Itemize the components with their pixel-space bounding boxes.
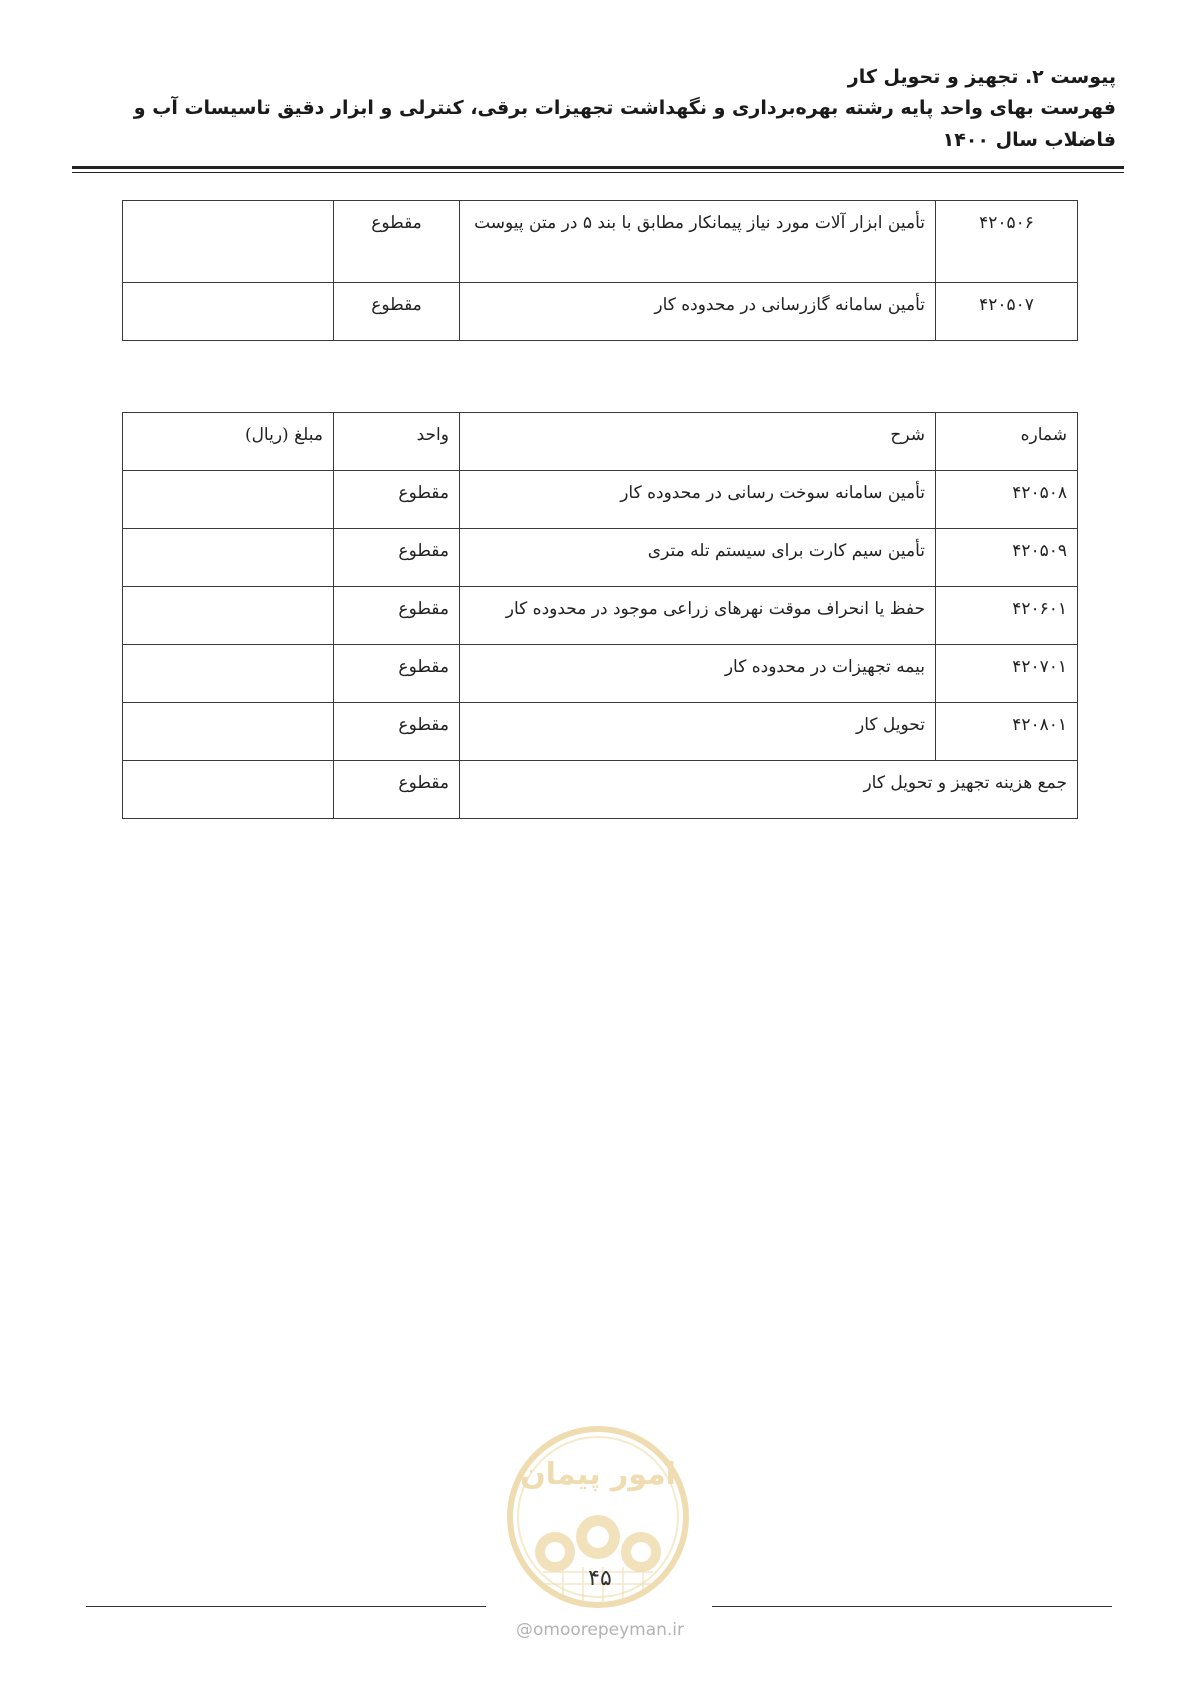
appendix-title: پیوست ۲. تجهیز و تحویل کار xyxy=(847,66,1116,88)
total-unit: مقطوع xyxy=(334,761,460,819)
item-unit: مقطوع xyxy=(334,703,460,761)
item-unit: مقطوع xyxy=(334,201,460,283)
item-amount xyxy=(123,587,334,645)
items-table xyxy=(122,412,1078,819)
items-table-continued xyxy=(122,200,1078,341)
item-code: ۴۲۰۶۰۱ xyxy=(936,587,1078,645)
item-description: بیمه تجهیزات در محدوده کار xyxy=(460,645,936,703)
header-description: شرح xyxy=(460,413,936,471)
item-unit: مقطوع xyxy=(334,283,460,341)
item-unit: مقطوع xyxy=(334,471,460,529)
table-row xyxy=(123,201,1078,283)
header-rule-thick xyxy=(72,166,1124,169)
header-rule-thin xyxy=(72,172,1124,173)
total-label: جمع هزینه تجهیز و تحویل کار xyxy=(460,761,1078,819)
item-amount xyxy=(123,703,334,761)
item-description: تأمین سیم کارت برای سیستم تله متری xyxy=(460,529,936,587)
header-unit: واحد xyxy=(334,413,460,471)
table-header-row xyxy=(123,413,1078,471)
item-unit: مقطوع xyxy=(334,529,460,587)
total-amount xyxy=(123,761,334,819)
document-title: فهرست بهای واحد پایه رشته بهره‌برداری و نگهداشت تجهیزات برقی، کنترلی و ابزار دقیق تاسیسات آب و فاضلاب سال ۱۴۰۰ xyxy=(133,97,1116,151)
item-code: ۴۲۰۵۰۷ xyxy=(936,283,1078,341)
page-number: ۴۵ xyxy=(588,1566,612,1591)
item-description: تأمین سامانه گازرسانی در محدوده کار xyxy=(460,283,936,341)
table-row xyxy=(123,703,1078,761)
item-amount xyxy=(123,201,334,283)
item-amount xyxy=(123,471,334,529)
watermark-url: @omoorepeyman.ir xyxy=(515,1620,685,1640)
footer-rule-left xyxy=(712,1606,1112,1607)
item-description: تأمین سامانه سوخت رسانی در محدوده کار xyxy=(460,471,936,529)
table-row xyxy=(123,471,1078,529)
item-description: حفظ یا انحراف موقت نهرهای زراعی موجود در محدوده کار xyxy=(460,587,936,645)
item-code: ۴۲۰۵۰۸ xyxy=(936,471,1078,529)
table-total-row xyxy=(123,761,1078,819)
item-code: ۴۲۰۷۰۱ xyxy=(936,645,1078,703)
header-amount: مبلغ (ریال) xyxy=(123,413,334,471)
table-row xyxy=(123,587,1078,645)
header-code: شماره xyxy=(936,413,1078,471)
table-row xyxy=(123,645,1078,703)
item-amount xyxy=(123,283,334,341)
item-description: تأمین ابزار آلات مورد نیاز پیمانکار مطابق با بند ۵ در متن پیوست xyxy=(460,201,936,283)
watermark-logo-text: امور پیمان xyxy=(520,1457,676,1492)
item-code: ۴۲۰۵۰۹ xyxy=(936,529,1078,587)
item-code: ۴۲۰۸۰۱ xyxy=(936,703,1078,761)
item-amount xyxy=(123,529,334,587)
item-code: ۴۲۰۵۰۶ xyxy=(936,201,1078,283)
item-unit: مقطوع xyxy=(334,645,460,703)
item-description: تحویل کار xyxy=(460,703,936,761)
table-row xyxy=(123,529,1078,587)
footer-rule-right xyxy=(86,1606,486,1607)
item-amount xyxy=(123,645,334,703)
page-header xyxy=(70,62,1116,156)
table-row xyxy=(123,283,1078,341)
item-unit: مقطوع xyxy=(334,587,460,645)
